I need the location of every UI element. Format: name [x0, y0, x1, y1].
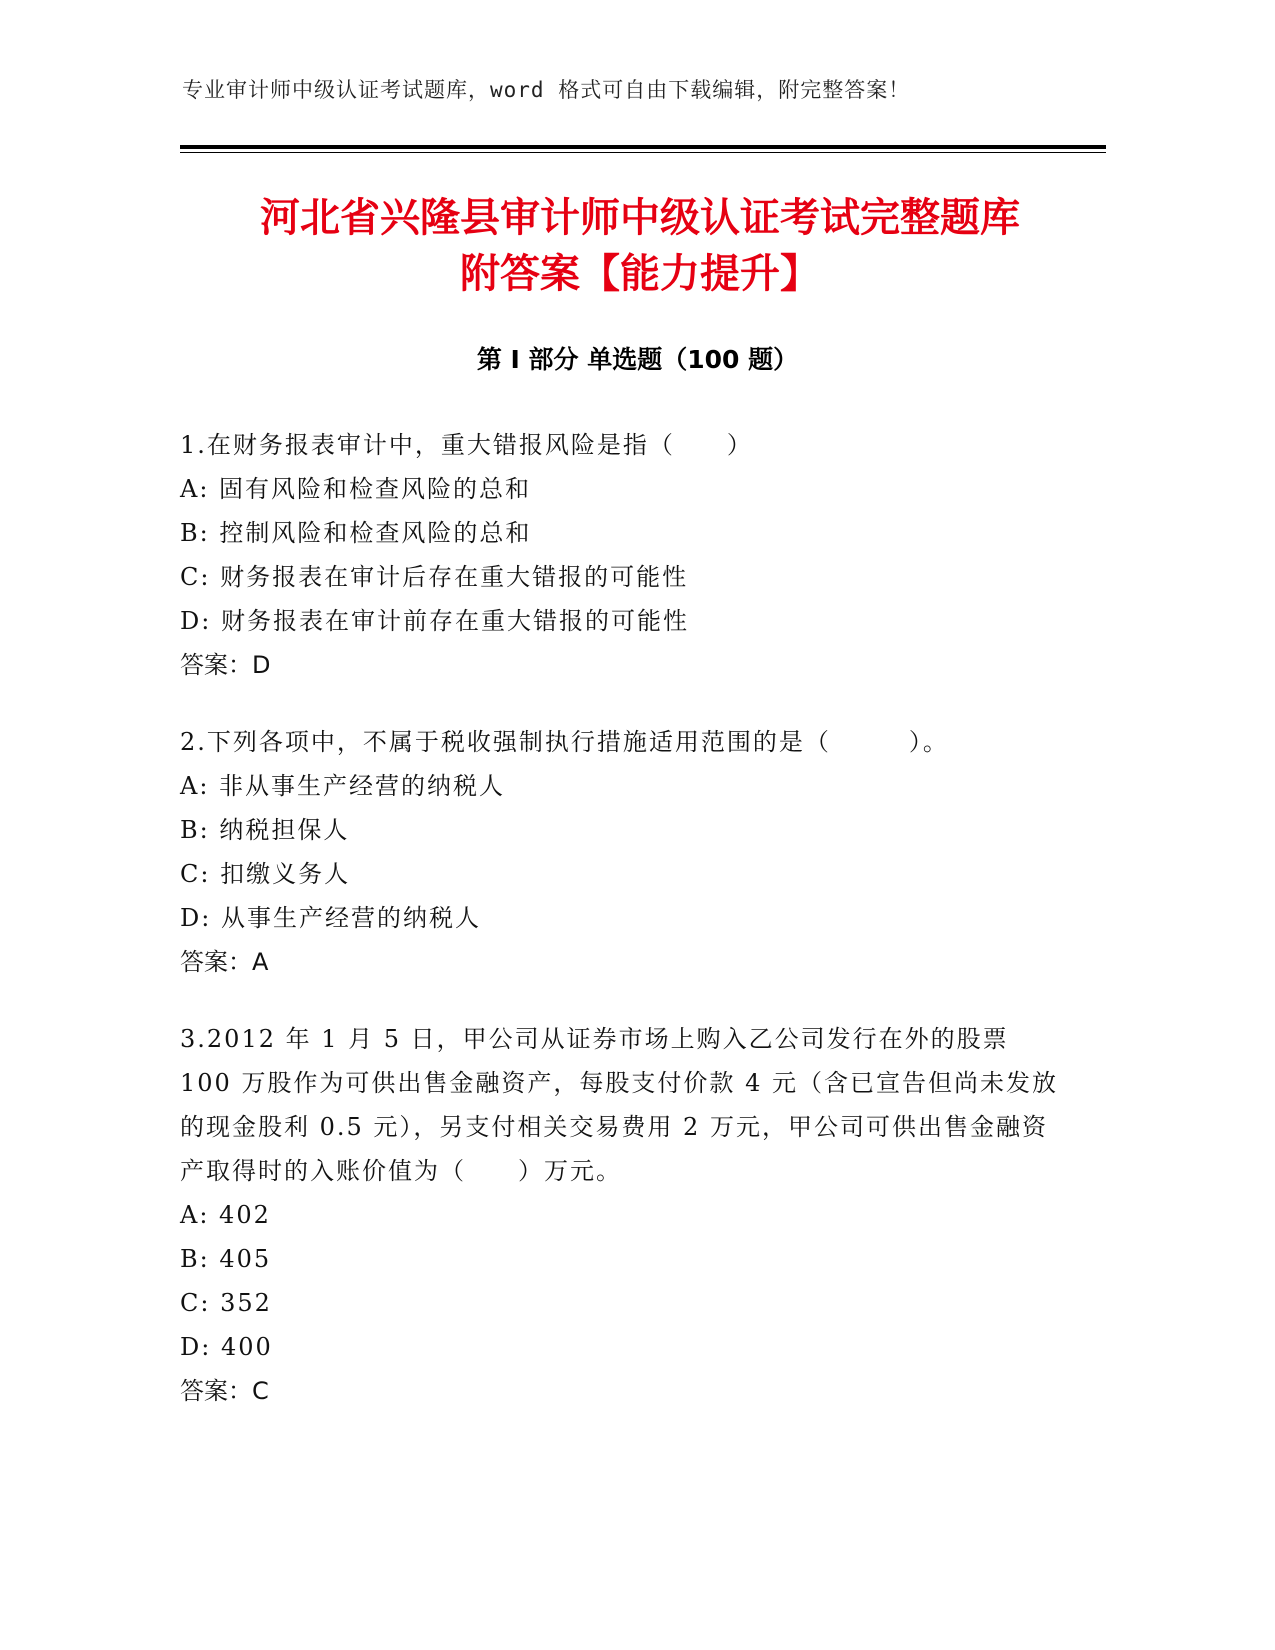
header-divider-thick	[180, 145, 1106, 149]
option-a: A: 402	[180, 1201, 271, 1229]
question-stem: 2.下列各项中，不属于税收强制执行措施适用范围的是（ ）。	[180, 728, 949, 756]
option-a: A: 固有风险和检查风险的总和	[180, 475, 532, 503]
answer: 答案：C	[180, 1377, 269, 1405]
option-b: B: 纳税担保人	[180, 816, 350, 844]
option-b: B: 405	[180, 1245, 272, 1273]
option-c: C: 扣缴义务人	[180, 860, 351, 888]
question-stem: 3.2012 年 1 月 5 日，甲公司从证券市场上购入乙公司发行在外的股票 100 万股作为可供出售金融资产，每股支付价款 4 元（含已宣告但尚未发放的现金股利 0.5 元），另支付相关交易费用 2 万元，甲公司可供出售金融资产取得时的入账价值为（ ）万元。	[180, 1025, 1058, 1185]
option-c: C: 352	[180, 1289, 272, 1317]
header-divider-thin	[180, 152, 1106, 153]
option-d: D: 400	[180, 1333, 273, 1361]
option-d: D: 从事生产经营的纳税人	[180, 904, 481, 932]
document-title-line-1: 河北省兴隆县审计师中级认证考试完整题库	[260, 195, 1020, 241]
answer: 答案：A	[180, 948, 269, 976]
answer: 答案：D	[180, 651, 271, 679]
option-d: D: 财务报表在审计前存在重大错报的可能性	[180, 607, 689, 635]
question-2	[180, 720, 1060, 984]
option-a: A: 非从事生产经营的纳税人	[180, 772, 506, 800]
question-3	[180, 1017, 1060, 1413]
question-list	[180, 423, 1060, 1446]
header-note: 专业审计师中级认证考试题库，word 格式可自由下载编辑，附完整答案！	[182, 78, 911, 102]
section-heading: 第 I 部分 单选题（100 题）	[476, 345, 799, 374]
document-title	[140, 190, 1140, 302]
option-b: B: 控制风险和检查风险的总和	[180, 519, 532, 547]
document-title-line-2: 附答案【能力提升】	[460, 251, 820, 297]
question-stem: 1.在财务报表审计中，重大错报风险是指（ ）	[180, 431, 753, 459]
question-1	[180, 423, 1060, 687]
option-c: C: 财务报表在审计后存在重大错报的可能性	[180, 563, 689, 591]
